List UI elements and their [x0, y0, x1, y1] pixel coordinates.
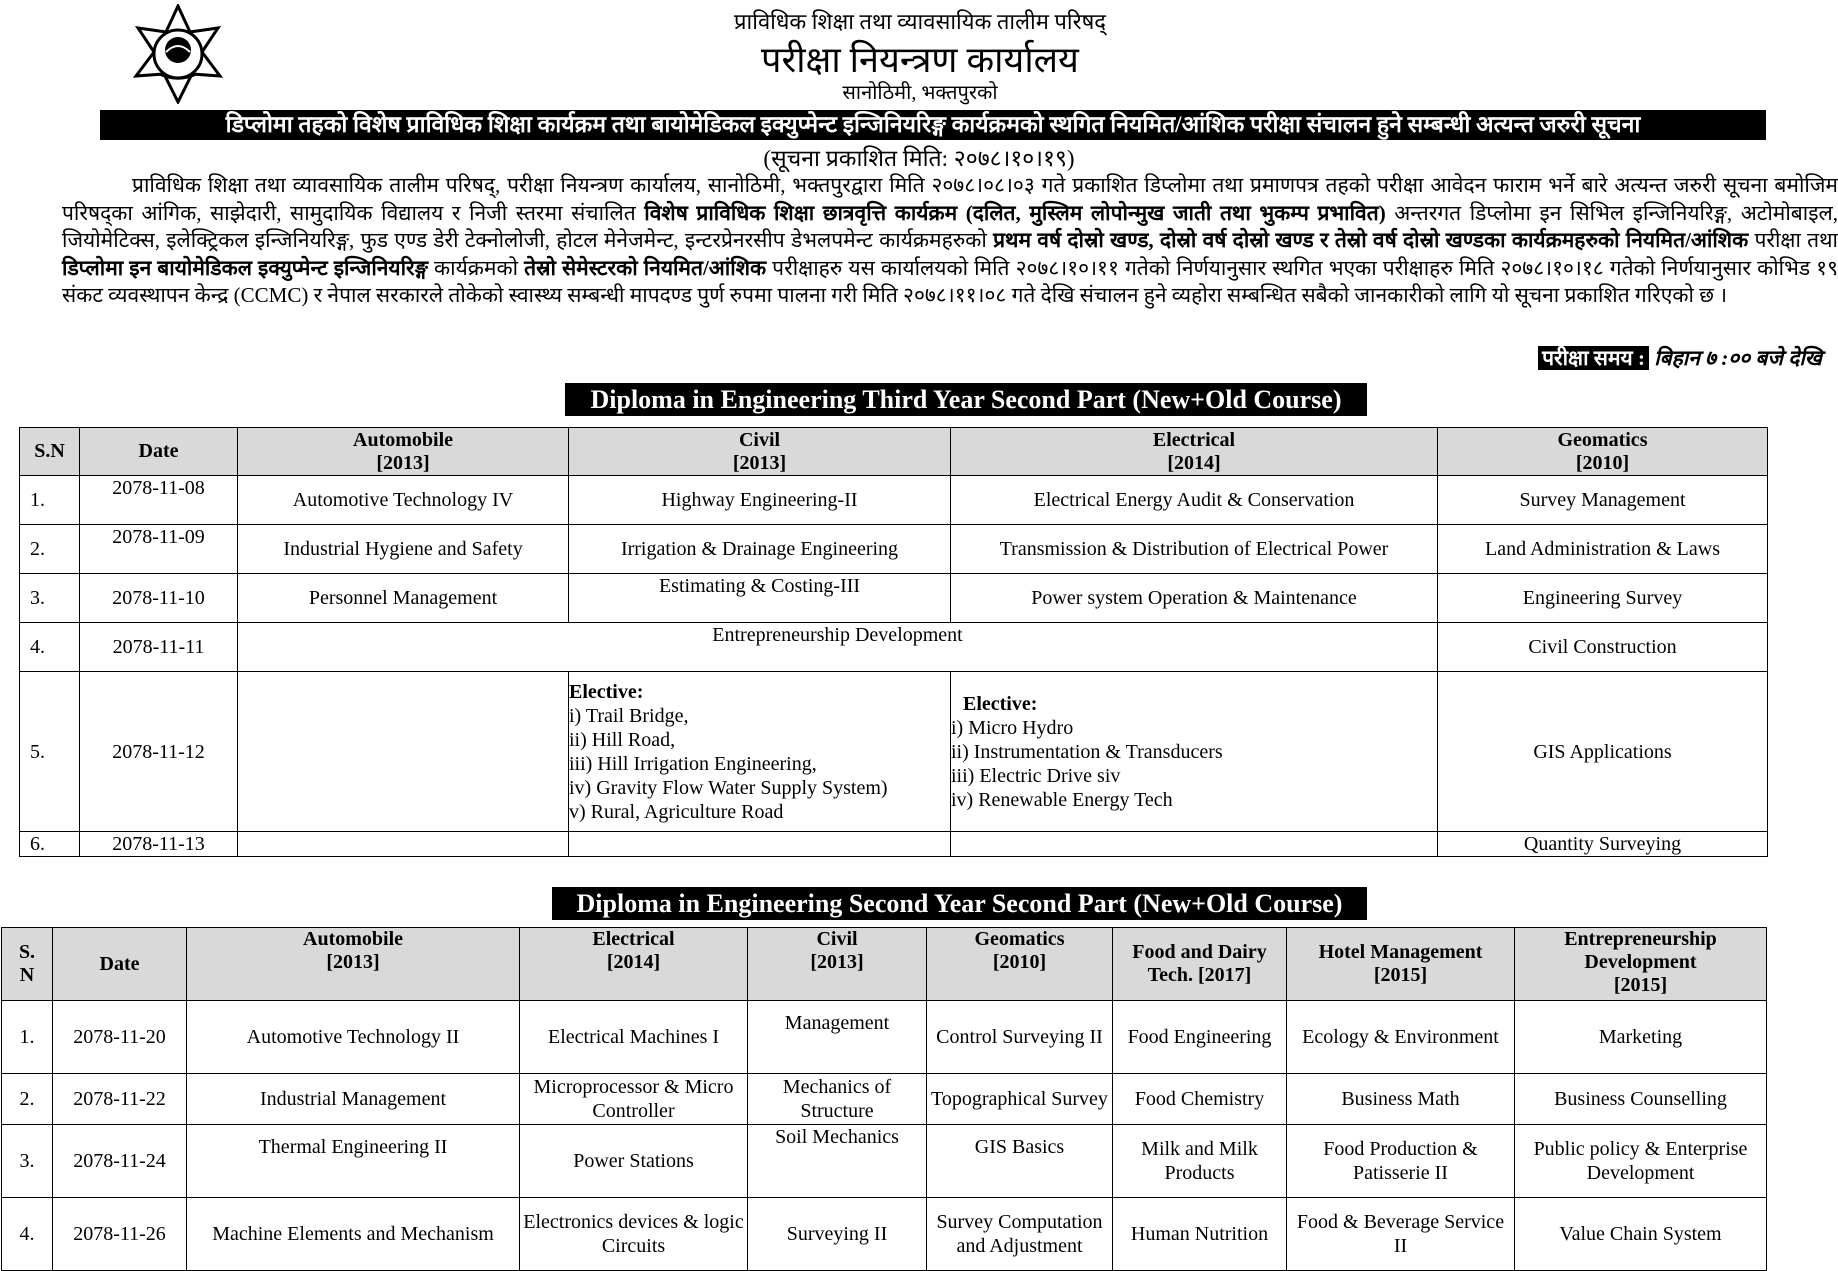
header-year: [2013] — [732, 451, 787, 474]
cell-merged-entrepreneurship: Entrepreneurship Development — [238, 623, 1438, 672]
exam-time-value: बिहान ७ :०० बजे देखि — [1654, 346, 1822, 370]
table-row — [2, 1001, 1767, 1074]
cell-geomatics: Control Surveying II — [927, 1001, 1113, 1074]
cell-automobile: Industrial Hygiene and Safety — [238, 525, 569, 574]
header-year: [2014] — [606, 951, 661, 973]
table-row — [20, 623, 1768, 672]
cell-food-dairy: Milk and Milk Products — [1113, 1125, 1287, 1198]
cell-electrical: Electrical Energy Audit & Conservation — [951, 476, 1438, 525]
col-header-entrepreneurship — [1515, 928, 1767, 1001]
cell-hotel-management: Food & Beverage Service II — [1287, 1198, 1515, 1271]
elective-item: ii) Instrumentation & Transducers — [951, 740, 1223, 763]
cell-automobile: Automotive Technology II — [187, 1001, 520, 1074]
exam-time-label: परीक्षा समय : — [1538, 346, 1649, 370]
cell-geomatics: Land Administration & Laws — [1438, 525, 1768, 574]
col-header-sn: S.N — [20, 428, 80, 476]
cell-date: 2078-11-09 — [80, 525, 238, 574]
cell-automobile: Automotive Technology IV — [238, 476, 569, 525]
cell-civil: Management — [748, 1001, 927, 1074]
cell-civil: Mechanics of Structure — [748, 1074, 927, 1125]
col-header-sn: S. N — [2, 928, 53, 1001]
cell-entrepreneurship: Value Chain System — [1515, 1198, 1767, 1271]
table-row — [2, 1198, 1767, 1271]
cell-sn: 1. — [20, 476, 80, 525]
elective-item: i) Trail Bridge, — [569, 704, 689, 727]
cell-electrical-elective — [951, 672, 1438, 832]
para-bold-2: प्रथम वर्ष दोस्रो खण्ड, दोस्रो वर्ष दोस्रो खण्ड र तेस्रो वर्ष दोस्रो खण्डका कार्यक्रमहरुको नियमित/आंशिक — [993, 228, 1749, 252]
cell-date: 2078-11-13 — [80, 832, 238, 857]
cell-entrepreneurship: Public policy & Enterprise Development — [1515, 1125, 1767, 1198]
table-row — [20, 574, 1768, 623]
cell-civil: Highway Engineering-II — [569, 476, 951, 525]
cell-civil-elective — [569, 672, 951, 832]
header-year: [2013] — [326, 951, 380, 973]
header-label: Civil — [816, 928, 858, 950]
header-year: Tech. [2017] — [1147, 964, 1252, 986]
para-bold-4: तेस्रो सेमेस्टरको नियमित/आंशिक — [524, 255, 767, 280]
table-row — [20, 476, 1768, 525]
elective-heading: Elective: — [569, 680, 644, 703]
para-bold-1: विशेष प्राविधिक शिक्षा छात्रवृत्ति कार्यक्रम (दलित, मुस्लिम लोपोन्मुख जाती तथा भुकम्प प्रभावित) — [644, 200, 1386, 225]
cell-electrical: Microprocessor & Micro Controller — [520, 1074, 748, 1125]
header-label: Electrical — [592, 928, 675, 950]
header-year: [2014] — [1167, 451, 1221, 474]
cell-civil — [569, 832, 951, 857]
table-header-row — [2, 928, 1767, 1001]
cell-sn: 1. — [2, 1001, 53, 1074]
cell-food-dairy: Food Engineering — [1113, 1001, 1287, 1074]
cell-entrepreneurship: Marketing — [1515, 1001, 1767, 1074]
table2-title: Diploma in Engineering Second Year Second Part (New+Old Course) — [552, 887, 1367, 920]
header-label: Food and Dairy — [1132, 941, 1267, 963]
cell-date: 2078-11-20 — [53, 1001, 187, 1074]
col-header-automobile — [238, 428, 569, 476]
para-text-2: अन्तरगत डिप्लोमा इन सिभिल इन्जिनियरिङ्ग, अटोमोबाइल, जियोमेटिक्स, इलेक्ट्रिकल इन्जिनियरिङ्ग, फुड एण्ड डेरी टेक्नोलोजी, होटल मेनेजमेन्ट, इन्टरप्रेनरसीप डेभलपमेन्ट कार्यक्रमहरुको — [62, 200, 1838, 252]
cell-date: 2078-11-11 — [80, 623, 238, 672]
cell-hotel-management: Ecology & Environment — [1287, 1001, 1515, 1074]
cell-civil: Soil Mechanics — [748, 1125, 927, 1198]
elective-item: v) Rural, Agriculture Road — [569, 800, 784, 823]
header-label: Entrepreneurship Development — [1564, 928, 1717, 973]
header-label: Automobile — [303, 928, 403, 950]
cell-entrepreneurship: Business Counselling — [1515, 1074, 1767, 1125]
header-year: [2015] — [1373, 964, 1428, 986]
header-label: Electrical — [1152, 428, 1236, 451]
cell-food-dairy: Human Nutrition — [1113, 1198, 1287, 1271]
elective-item: iv) Gravity Flow Water Supply System) — [569, 776, 888, 799]
notice-published-date: (सूचना प्रकाशित मिति: २०७८।१०।१९) — [763, 146, 1075, 171]
cell-automobile: Personnel Management — [238, 574, 569, 623]
table-row — [2, 1074, 1767, 1125]
cell-date: 2078-11-26 — [53, 1198, 187, 1271]
cell-sn: 3. — [20, 574, 80, 623]
para-text-1: प्राविधिक शिक्षा तथा व्यावसायिक तालीम परिषद्, परीक्षा नियन्त्रण कार्यालय, सानोठिमी, भक्तपुरद्वारा मिति २०७८।०८।०३ गते प्रकाशित डिप्लोमा तथा प्रमाणपत्र तहको परीक्षा आवेदन फाराम भर्ने बारे अत्यन्त जरुरी सूचना बमोजिम परिषद्का आंगिक, साझेदारी, सामुदायिक विद्यालय र निजी स्तरमा संचालित — [62, 173, 1838, 225]
cell-electrical — [951, 832, 1438, 857]
header-label: Civil — [738, 428, 781, 451]
col-header-date: Date — [53, 928, 187, 1001]
para-text-4: कार्यक्रमको — [427, 255, 525, 280]
cell-automobile: Industrial Management — [187, 1074, 520, 1125]
cell-date: 2078-11-22 — [53, 1074, 187, 1125]
organization-name: प्राविधिक शिक्षा तथा व्यावसायिक तालीम परिषद् — [734, 9, 1106, 34]
second-year-schedule-table — [1, 927, 1767, 1271]
table-header-row — [20, 428, 1768, 476]
notice-banner: डिप्लोमा तहको विशेष प्राविधिक शिक्षा कार्यक्रम तथा बायोमेडिकल इक्युप्मेन्ट इन्जिनियरिङ्ग कार्यक्रमको स्थगित नियमित/आंशिक परीक्षा संचालन हुने सम्बन्धी अत्यन्त जरुरी सूचना — [100, 110, 1766, 140]
cell-sn: 3. — [2, 1125, 53, 1198]
cell-electrical: Transmission & Distribution of Electrical Power — [951, 525, 1438, 574]
cell-sn: 2. — [2, 1074, 53, 1125]
exam-time — [1538, 344, 1822, 372]
elective-heading: Elective: — [963, 692, 1038, 715]
cell-food-dairy: Food Chemistry — [1113, 1074, 1287, 1125]
cell-electrical: Electrical Machines I — [520, 1001, 748, 1074]
table-row — [20, 832, 1768, 857]
col-header-hotel-management — [1287, 928, 1515, 1001]
cell-automobile: Machine Elements and Mechanism — [187, 1198, 520, 1271]
col-header-civil — [569, 428, 951, 476]
cell-geomatics: Topographical Survey — [927, 1074, 1113, 1125]
cell-electrical: Electronics devices & logic Circuits — [520, 1198, 748, 1271]
cell-sn: 4. — [20, 623, 80, 672]
third-year-schedule-table — [19, 427, 1768, 857]
cell-geomatics: Engineering Survey — [1438, 574, 1768, 623]
elective-item: ii) Hill Road, — [569, 728, 676, 751]
cell-date: 2078-11-10 — [80, 574, 238, 623]
cell-date: 2078-11-24 — [53, 1125, 187, 1198]
cell-automobile — [238, 672, 569, 832]
header-label: Geomatics — [1557, 428, 1648, 451]
header-label: Automobile — [353, 428, 453, 451]
cell-date: 2078-11-08 — [80, 476, 238, 525]
cell-sn: 4. — [2, 1198, 53, 1271]
cell-electrical: Power system Operation & Maintenance — [951, 574, 1438, 623]
cell-civil: Irrigation & Drainage Engineering — [569, 525, 951, 574]
elective-item: iii) Hill Irrigation Engineering, — [569, 752, 817, 775]
para-bold-3: डिप्लोमा इन बायोमेडिकल इक्युप्मेन्ट इन्जिनियरिङ्ग — [62, 255, 428, 280]
table-row — [2, 1125, 1767, 1198]
header-year: [2010] — [992, 951, 1047, 973]
table-row — [20, 525, 1768, 574]
cell-automobile: Thermal Engineering II — [187, 1125, 520, 1198]
header-year: [2013] — [810, 951, 864, 973]
office-address: सानोठिमी, भक्तपुरको — [842, 82, 998, 104]
col-header-geomatics — [1438, 428, 1768, 476]
notice-paragraph — [62, 172, 1838, 310]
col-header-electrical — [951, 428, 1438, 476]
cell-geomatics: GIS Applications — [1438, 672, 1768, 832]
cell-geomatics: Quantity Surveying — [1438, 832, 1768, 857]
col-header-civil — [748, 928, 927, 1001]
cell-geomatics: Survey Computation and Adjustment — [927, 1198, 1113, 1271]
header-year: [2013] — [376, 451, 430, 474]
cell-date: 2078-11-12 — [80, 672, 238, 832]
cell-geomatics: GIS Basics — [927, 1125, 1113, 1198]
cell-sn: 5. — [20, 672, 80, 832]
header-label: Geomatics — [974, 928, 1065, 950]
col-header-geomatics — [927, 928, 1113, 1001]
para-text-3: परीक्षा तथा — [1748, 228, 1838, 252]
cell-electrical: Power Stations — [520, 1125, 748, 1198]
elective-item: iv) Renewable Energy Tech — [951, 788, 1173, 811]
table-row — [20, 672, 1768, 832]
para-text-5: परीक्षाहरु यस कार्यालयको मिति २०७८।१०।११ गतेको निर्णयानुसार स्थगित भएका परीक्षाहरु मिति २०७८।१०।१८ गतेको निर्णयानुसार कोभिड १९ संकट व्यवस्थापन केन्द्र (CCMC) र नेपाल सरकारले तोकेको स्वास्थ्य सम्बन्धी मापदण्ड पुर्ण रुपमा पालना गरी मिति २०७८।११।०८ गते देखि संचालन हुने व्यहोरा सम्बन्धित सबैको जानकारीको लागि यो सूचना प्रकाशित गरिएको छ । — [62, 255, 1838, 307]
col-header-automobile — [187, 928, 520, 1001]
cell-civil: Surveying II — [748, 1198, 927, 1271]
cell-geomatics: Civil Construction — [1438, 623, 1768, 672]
table1-title: Diploma in Engineering Third Year Second Part (New+Old Course) — [565, 383, 1367, 416]
cell-sn: 6. — [20, 832, 80, 857]
cell-sn: 2. — [20, 525, 80, 574]
cell-automobile — [238, 832, 569, 857]
header-year: [2010] — [1575, 451, 1630, 474]
cell-hotel-management: Business Math — [1287, 1074, 1515, 1125]
col-header-electrical — [520, 928, 748, 1001]
header-year: [2015] — [1613, 974, 1668, 996]
elective-item: iii) Electric Drive siv — [951, 764, 1121, 787]
cell-hotel-management: Food Production & Patisserie II — [1287, 1125, 1515, 1198]
office-title: परीक्षा नियन्त्रण कार्यालय — [761, 40, 1079, 80]
col-header-date: Date — [80, 428, 238, 476]
cell-civil: Estimating & Costing-III — [569, 574, 951, 623]
header-label: Hotel Management — [1318, 941, 1483, 963]
col-header-food-dairy — [1113, 928, 1287, 1001]
cell-geomatics: Survey Management — [1438, 476, 1768, 525]
ctevt-seal-logo — [128, 4, 228, 104]
elective-item: i) Micro Hydro — [951, 716, 1074, 739]
